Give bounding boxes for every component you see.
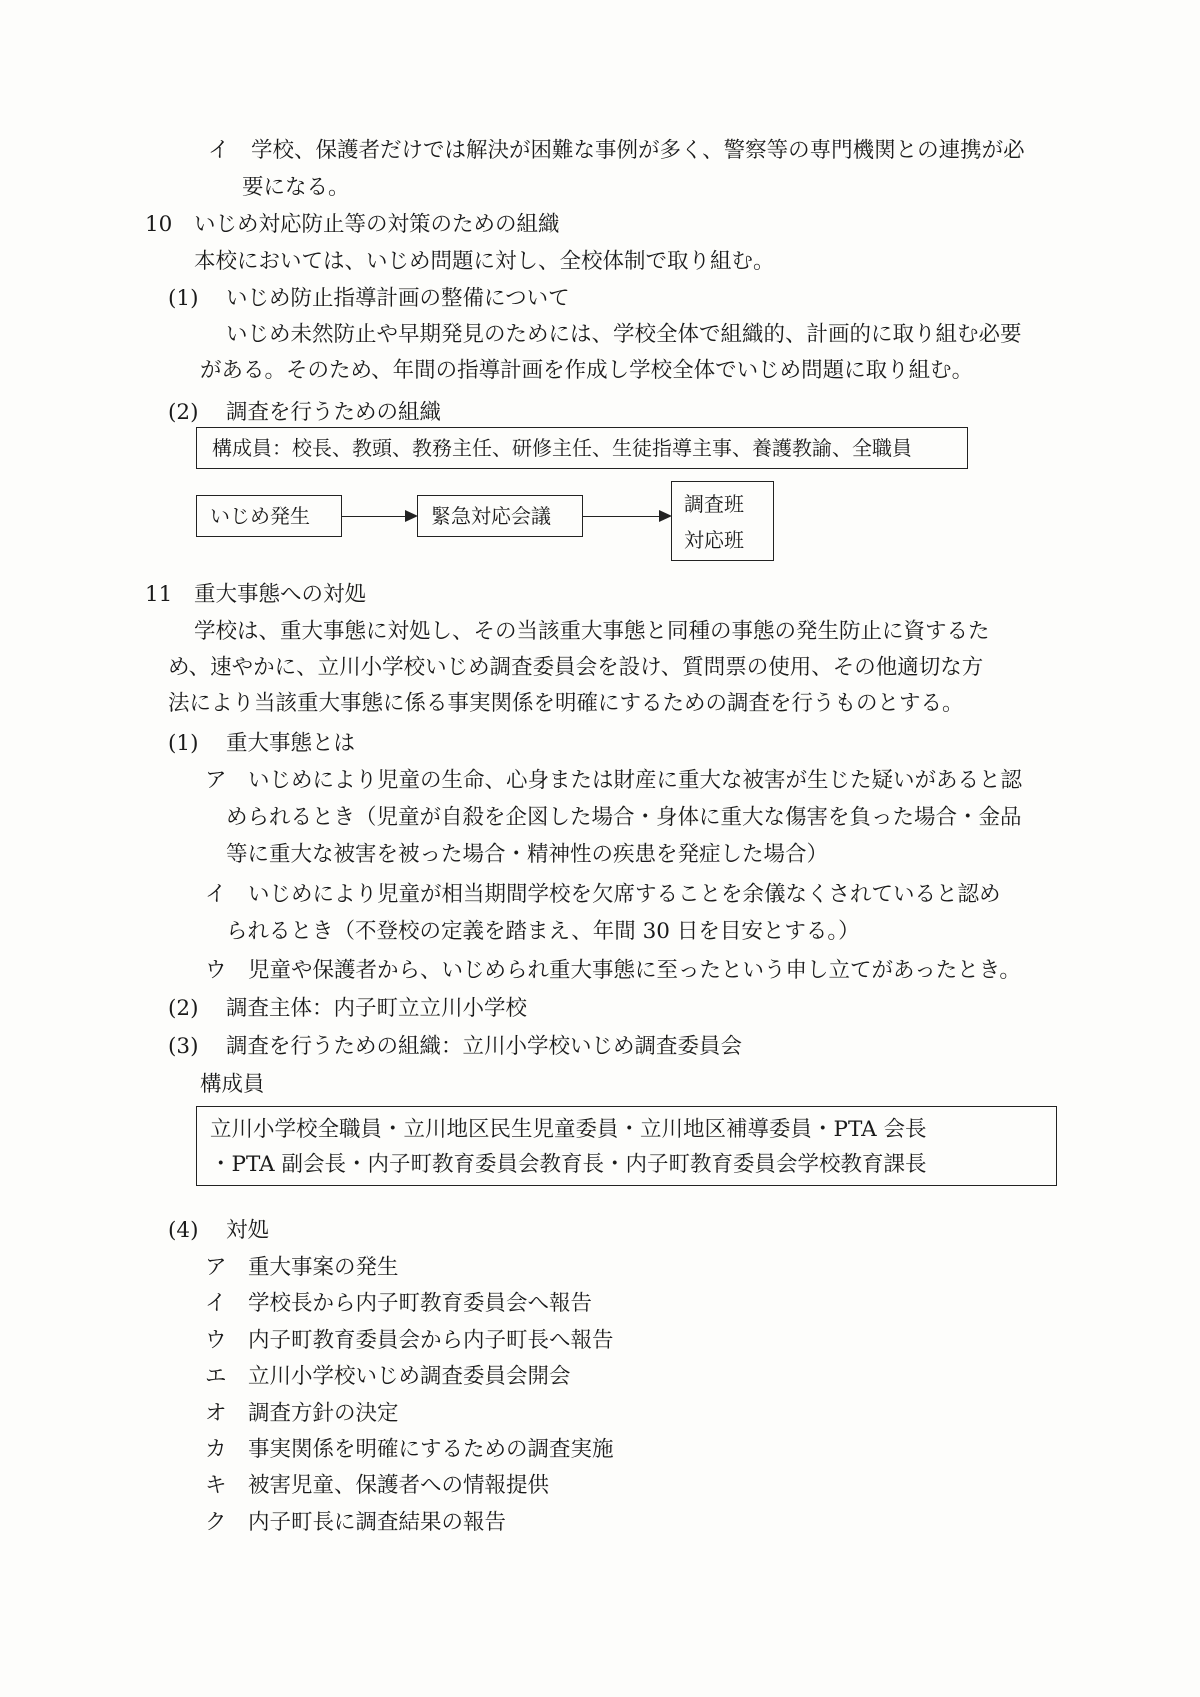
section-10-heading: いじめ対応防止等の対策のための組織 [194,212,560,237]
subsection-11-4-heading: 対処 [226,1218,270,1243]
section-10-intro: 本校においては、いじめ問題に対し、全校体制で取り組む。 [194,249,775,274]
procedure-step: イ 学校長から内子町教育委員会へ報告 [205,1291,593,1316]
arrow-right-icon [341,516,416,517]
item-i-line1: イ 学校、保護者だけでは解決が困難な事例が多く、警察等の専門機関との連携が必 [208,138,1025,163]
committee-members-line2: ・PTA 副会長・内子町教育委員会教育長・内子町教育委員会学校教育課長 [210,1152,927,1177]
committee-members-line1: 立川小学校全職員・立川地区民生児童委員・立川地区補導委員・PTA 会長 [210,1117,927,1142]
flow-team-response: 対応班 [684,528,744,552]
section-11-para-line2: め、速やかに、立川小学校いじめ調査委員会を設け、質問票の使用、その他適切な方 [168,655,984,680]
subsection-10-2-number: (2) [168,400,199,425]
procedure-step: ウ 内子町教育委員会から内子町長へ報告 [205,1328,614,1353]
procedure-step: ク 内子町長に調査結果の報告 [205,1510,507,1535]
item-i-line2b: られるとき（不登校の定義を踏まえ、年間 30 日を目安とする。） [226,919,860,944]
flow-step-emergency-meeting: 緊急対応会議 [431,504,551,528]
section-11-para-line1: 学校は、重大事態に対処し、その当該重大事態と同種の事態の発生防止に資するた [194,619,990,644]
procedure-step: オ 調査方針の決定 [205,1401,399,1426]
item-a-line3: 等に重大な被害を被った場合・精神性の疾患を発症した場合） [226,842,829,867]
subsection-10-2-heading: 調査を行うための組織 [226,400,442,425]
flow-team-investigation: 調査班 [684,492,744,516]
procedure-step: キ 被害児童、保護者への情報提供 [205,1473,550,1498]
item-i-line2: 要になる。 [242,175,350,200]
subsection-10-1-para-line1: いじめ未然防止や早期発見のためには、学校全体で組織的、計画的に取り組む必要 [226,322,1022,347]
subsection-11-3-number: (3) [168,1034,199,1059]
section-11-heading: 重大事態への対処 [194,582,367,607]
members-label: 構成員 [200,1072,265,1097]
subsection-11-2-heading: 調査主体：内子町立立川小学校 [226,996,528,1021]
subsection-10-1-heading: いじめ防止指導計画の整備について [226,286,570,311]
item-u: ウ 児童や保護者から、いじめられ重大事態に至ったという申し立てがあったとき。 [205,958,1021,983]
item-a-line2: められるとき（児童が自殺を企図した場合・身体に重大な傷害を負った場合・金品 [226,805,1022,830]
subsection-11-4-number: (4) [168,1218,199,1243]
subsection-11-3-heading: 調査を行うための組織：立川小学校いじめ調査委員会 [226,1034,743,1059]
subsection-11-1-heading: 重大事態とは [226,731,356,756]
subsection-11-1-number: (1) [168,731,199,756]
section-10-number: 10 [145,212,173,237]
procedure-step: エ 立川小学校いじめ調査委員会開会 [205,1364,571,1389]
members-list: 構成員：校長、教頭、教務主任、研修主任、生徒指導主事、養護教諭、全職員 [212,436,912,460]
flow-step-occurrence: いじめ発生 [210,504,310,528]
subsection-10-1-para-line2: がある。そのため、年間の指導計画を作成し学校全体でいじめ問題に取り組む。 [200,358,974,383]
subsection-11-2-number: (2) [168,996,199,1021]
item-a-line1: ア いじめにより児童の生命、心身または財産に重大な被害が生じた疑いがあると認 [205,768,1023,793]
procedure-step: ア 重大事案の発生 [205,1255,399,1280]
section-11-para-line3: 法により当該重大事態に係る事実関係を明確にするための調査を行うものとする。 [168,691,964,716]
arrow-right-icon [582,516,670,517]
procedure-step: カ 事実関係を明確にするための調査実施 [205,1437,614,1462]
subsection-10-1-number: (1) [168,286,199,311]
item-i-line1b: イ いじめにより児童が相当期間学校を欠席することを余儀なくされていると認め [205,882,1001,907]
section-11-number: 11 [145,582,173,607]
